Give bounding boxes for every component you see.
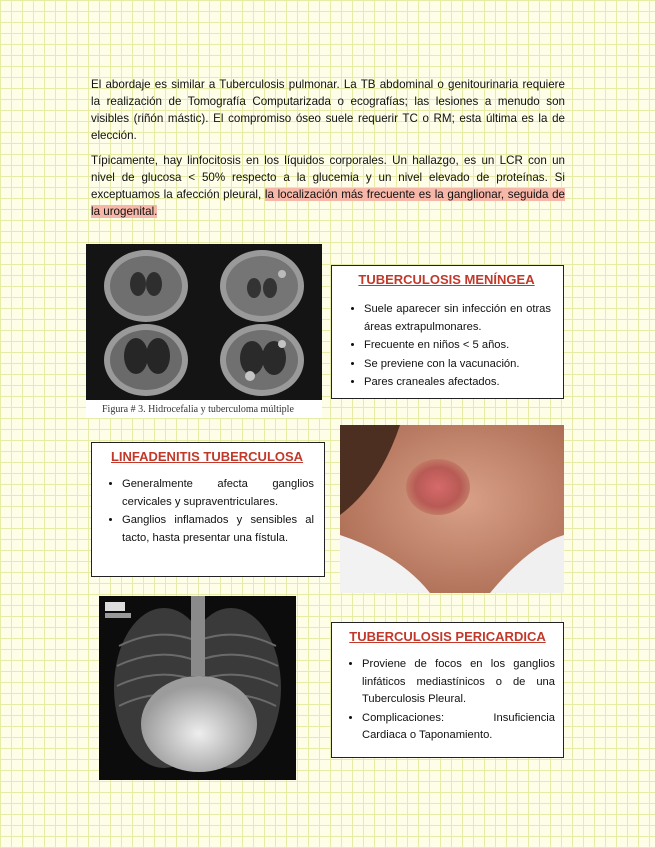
ct-slice-1: [104, 250, 188, 322]
list-item: • Suele aparecer sin infección en otras áreas extrapulmonares.: [364, 301, 551, 336]
ct-slice-3: [104, 324, 188, 396]
linfadenitis-list: [100, 476, 314, 547]
chest-xray-image: [99, 596, 296, 780]
highlighted-text: la localización más frecuente es la ganglionar, seguida de la urogenital.: [91, 188, 565, 218]
paragraph-linfocitosis-text: Típicamente, hay linfocitosis en los líquidos corporales. Un hallazgo, es un LCR con un nivel de glucosa < 50% respecto a la glucemia y un nivel elevado de proteínas. Si exceptuamos la afección pleural,: [91, 154, 565, 201]
pericardica-list: [340, 656, 555, 745]
paragraph-abordaje: El abordaje es similar a Tuberculosis pulmonar. La TB abdominal o genitourinaria requiere la realización de Tomografía Computarizada o ecografías; las lesiones a menudo son visibles (riñón mástic). El compromiso óseo suele requerir TC o RM; esta última es la de elección.: [91, 78, 565, 142]
ct-scan-figure: [86, 244, 322, 418]
pericardica-title: TUBERCULOSIS PERICARDICA: [349, 629, 546, 644]
ct-slice-2: [220, 250, 304, 322]
list-item: • Frecuente en niños < 5 años.: [364, 337, 551, 355]
pericardica-box: [331, 622, 564, 758]
list-item: • Pares craneales afectados.: [364, 374, 551, 392]
list-item: • Generalmente afecta ganglios cervicales y supraventriculares.: [122, 476, 314, 511]
ct-scan-image: [86, 244, 322, 400]
neck-lymph-node-photo: [340, 425, 564, 593]
list-item: • Ganglios inflamados y sensibles al tacto, hasta presentar una fístula.: [122, 512, 314, 547]
meningea-title: TUBERCULOSIS MENÍNGEA: [358, 272, 535, 287]
meningea-box: [331, 265, 564, 399]
chest-xray-svg: [99, 596, 296, 780]
linfadenitis-box: [91, 442, 325, 577]
paragraph-linfocitosis: [91, 152, 565, 220]
neck-photo-image: [340, 425, 564, 593]
list-item: • Proviene de focos en los ganglios linfáticos mediastínicos o de una Tuberculosis Pleural.: [362, 656, 555, 709]
ct-figure-caption: Figura # 3. Hidrocefalia y tuberculoma múltiple: [102, 404, 294, 415]
list-item: • Se previene con la vacunación.: [364, 356, 551, 374]
meningea-list: [342, 301, 551, 392]
ct-slice-4: [220, 324, 304, 396]
linfadenitis-title: LINFADENITIS TUBERCULOSA: [110, 449, 304, 464]
list-item: • Complicaciones: Insuficiencia Cardiaca o Taponamiento.: [362, 710, 555, 745]
